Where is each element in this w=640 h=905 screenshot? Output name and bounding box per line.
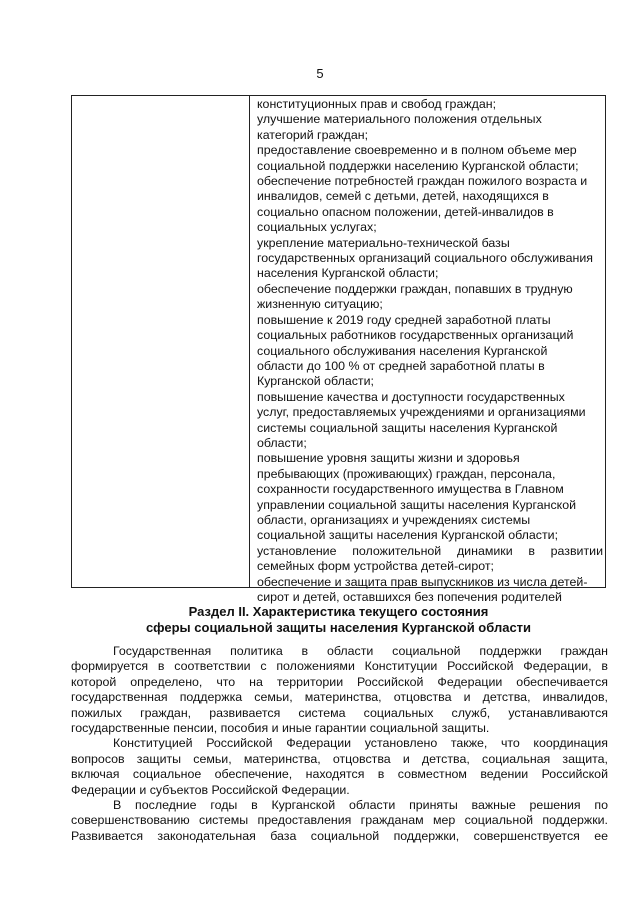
table-cell-line: социально опасном положении, детей-инвалидов в bbox=[257, 204, 554, 219]
table-cell-line: повышение уровня защиты жизни и здоровья bbox=[257, 451, 520, 466]
body-line: Федерации и субъектов Российской Федерации. bbox=[71, 782, 350, 797]
table-cell-line: социальных работников государственных организаций bbox=[257, 328, 574, 343]
body-line: совершенствованию системы предоставления гражданам мер социальной поддержки. bbox=[71, 813, 608, 828]
table-column-divider bbox=[249, 96, 250, 587]
table-cell-line: обеспечение и защита прав выпускников из числа детей- bbox=[257, 574, 588, 589]
body-line: пожилых граждан, развивается система социальных служб, устанавливаются bbox=[71, 705, 608, 720]
table-cell-line: сирот и детей, оставшихся без попечения родителей bbox=[257, 590, 562, 604]
table-cell-line: предоставление своевременно и в полном объеме мер bbox=[257, 143, 577, 158]
body-line: которой определено, что на территории Российской Федерации обеспечивается bbox=[71, 674, 608, 689]
body-line: Развивается законодательная база социальной поддержки, совершенствуется ее bbox=[71, 828, 608, 843]
body-line: Государственная политика в области социальной поддержки граждан bbox=[113, 644, 608, 658]
table-cell-line: установление положительной динамики в развитии bbox=[257, 543, 603, 558]
table-cell-line: улучшение материального положения отдельных bbox=[257, 112, 542, 127]
table-cell-line: системы социальной защиты населения Курганской bbox=[257, 420, 558, 435]
table-cell-line: сохранности государственного имущества в Главном bbox=[257, 482, 564, 497]
body-line: вопросов защиты семьи, материнства, отцовства и детства, социальная защита, bbox=[71, 751, 608, 766]
section-title-line-2: сферы социальной защиты населения Курганской области bbox=[145, 620, 532, 635]
table-cell-line: социальных услугах; bbox=[257, 220, 377, 235]
body-line: государственная поддержка семьи, материнства, отцовства и детства, инвалидов, bbox=[71, 690, 608, 705]
table-cell-line: социальной поддержки населению Курганской области; bbox=[257, 158, 579, 173]
body-line: государственные пенсии, пособия и иные гарантии социальной защиты. bbox=[71, 721, 490, 736]
table-cell-line: повышение качества и доступности государственных bbox=[257, 389, 565, 404]
table-cell-line: пребывающих (проживающих) граждан, персонала, bbox=[257, 466, 556, 481]
table-cell-line: повышение к 2019 году средней заработной платы bbox=[257, 312, 551, 327]
table-cell-line: области; bbox=[257, 435, 307, 450]
table-cell-line: Курганской области; bbox=[257, 374, 374, 389]
table-cell-line: социального обслуживания населения Курганской bbox=[257, 343, 548, 358]
table-cell-line: инвалидов, семей с детьми, детей, находящихся в bbox=[257, 189, 549, 204]
table-cell-line: обеспечение потребностей граждан пожилого возраста и bbox=[257, 174, 588, 189]
table-cell-line: семейных форм устройства детей-сирот; bbox=[257, 559, 494, 574]
section-title-line-1: Раздел II. Характеристика текущего состояния bbox=[188, 604, 489, 619]
table-cell-line: населения Курганской области; bbox=[257, 266, 439, 281]
table-cell-line: категорий граждан; bbox=[257, 127, 369, 142]
table-cell-line: области до 100 % от средней заработной платы в bbox=[257, 358, 545, 373]
table-right-cell bbox=[257, 97, 603, 605]
body-line: Конституцией Российской Федерации установлено также, что координация bbox=[113, 736, 608, 751]
table-cell-line: государственных организаций социального обслуживания bbox=[257, 251, 593, 266]
body-line: включая социальное обеспечение, находятся в совместном ведении Российской bbox=[71, 767, 608, 782]
body-text bbox=[71, 644, 608, 844]
body-line: формируется в соответствии с положениями Конституции Российской Федерации, в bbox=[71, 659, 608, 674]
table-cell-line: услуг, предоставляемых учреждениями и организациями bbox=[257, 405, 586, 420]
table-cell-line: укрепление материально-технической базы bbox=[257, 235, 510, 250]
table-cell-line: конституционных прав и свобод граждан; bbox=[257, 97, 497, 111]
table-cell-line: обеспечение поддержки граждан, попавших в трудную bbox=[257, 281, 573, 296]
goals-table bbox=[71, 95, 606, 604]
table-cell-line: социальной защиты населения Курганской области; bbox=[257, 528, 559, 543]
body-line: В последние годы в Курганской области приняты важные решения по bbox=[113, 798, 608, 813]
page-number: 5 bbox=[316, 66, 324, 81]
table-cell-line: области, организациях и учреждениях системы bbox=[257, 512, 531, 527]
table-cell-line: жизненную ситуацию; bbox=[257, 297, 383, 312]
table-cell-line: управлении социальной защиты населения Курганской bbox=[257, 497, 577, 512]
